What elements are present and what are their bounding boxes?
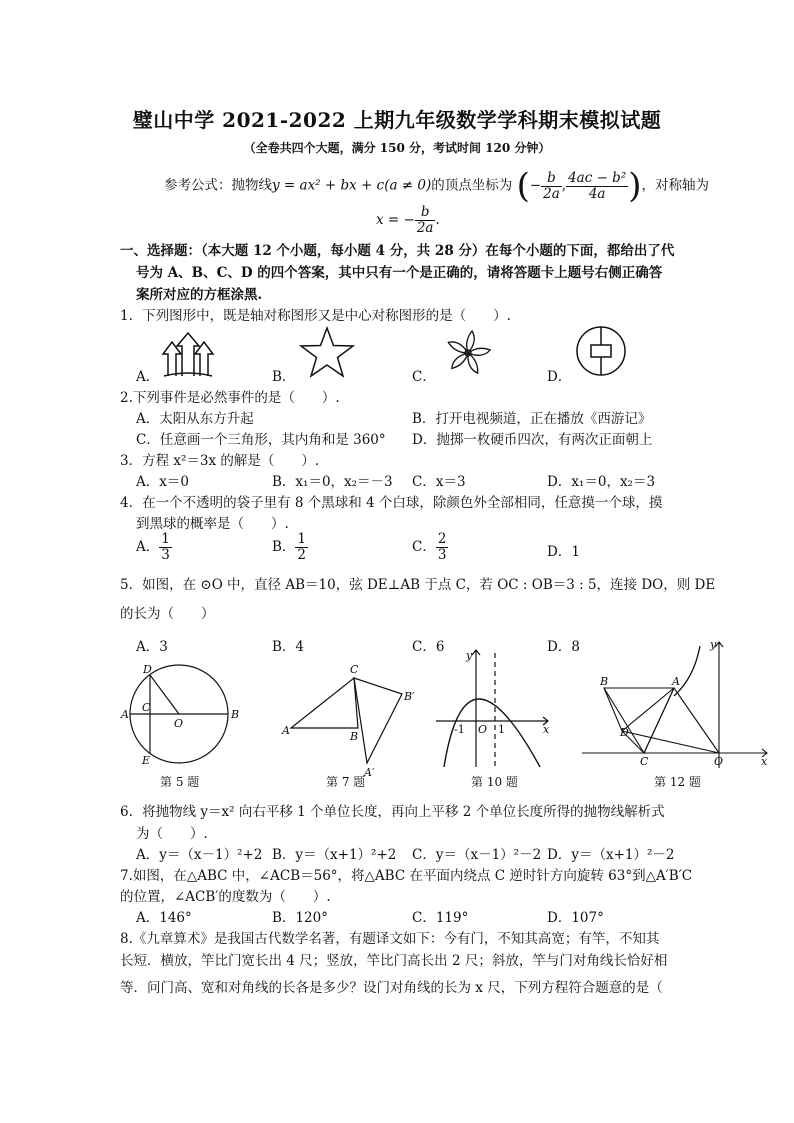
q4-option-d: D．1 bbox=[547, 544, 580, 560]
q6-option-a: A．y＝（x－1）²+2 bbox=[136, 847, 263, 863]
q2-option-a: A．太阳从东方升起 bbox=[136, 411, 254, 427]
q3-option-a: A．x＝0 bbox=[136, 474, 189, 490]
q8-line1: 8.《九章算术》是我国古代数学名著，有题译文如下：今有门，不知其高宽；有竿，不知其 bbox=[120, 931, 660, 947]
q1-coin-figure bbox=[574, 324, 628, 378]
q7-stem-line2: 的位置，∠ACB′的度数为（ ）. bbox=[120, 889, 331, 905]
axis-formula: x = − $\frac{b}{2a}$ . bbox=[376, 204, 440, 236]
formula-equation: y = ax² + bx + c(a ≠ 0) bbox=[272, 177, 432, 194]
fig10-caption: 第 10 题 bbox=[471, 775, 518, 789]
fig12-label-x: x bbox=[761, 755, 768, 768]
fig12-label-c: C bbox=[640, 755, 649, 768]
fig10-label-y: y bbox=[466, 649, 473, 662]
fig5-label-e: E bbox=[142, 754, 151, 767]
q1-option-c: C． bbox=[412, 369, 436, 385]
formula-axis-text: ，对称轴为 bbox=[641, 177, 709, 194]
fig5-label-a: A bbox=[121, 708, 129, 721]
q1-arrows-figure bbox=[160, 330, 220, 378]
section1-line1: 一、选择题：（本大题 12 个小题，每小题 4 分，共 28 分）在每个小题的下面，都给出了代 bbox=[120, 243, 675, 259]
q1-star-figure bbox=[298, 326, 356, 378]
q8-line3: 等．问门高、宽和对角线的长各是多少？设门对角线的长为 x 尺，下列方程符合题意的是（ bbox=[120, 980, 663, 996]
fig5-caption: 第 5 题 bbox=[160, 775, 200, 789]
q2-option-b: B．打开电视频道，正在播放《西游记》 bbox=[412, 411, 652, 427]
fig12-label-o: O bbox=[714, 755, 724, 768]
q7-option-a: A．146° bbox=[136, 910, 192, 926]
q4-option-b: B． $\frac{1}{2}$ bbox=[272, 531, 307, 563]
q4-option-c: C． $\frac{2}{3}$ bbox=[412, 531, 447, 563]
fig5-label-b: B bbox=[231, 708, 240, 721]
figure-10 bbox=[430, 645, 560, 770]
q6-option-d: D．y＝（x+1）²－2 bbox=[547, 847, 675, 863]
q2-option-d: D．抛掷一枚硬币四次，有两次正面朝上 bbox=[412, 432, 653, 448]
fig12-label-a: A bbox=[672, 675, 680, 688]
fig10-label-1: 1 bbox=[498, 723, 505, 736]
q5-option-c: C．6 bbox=[412, 639, 445, 655]
fig7-label-a: A bbox=[282, 724, 290, 737]
reference-formula: 参考公式：抛物线y = ax² + bx + c(a ≠ 0)的顶点坐标为 (− $\frac{b}{2a}$ , $\frac{\text{4ac − b²}}{4a}$ )，对称轴为 bbox=[164, 166, 709, 206]
q7-option-b: B．120° bbox=[272, 910, 328, 926]
q2-option-c: C．任意画一个三角形，其内角和是 360° bbox=[136, 432, 386, 448]
q7-stem-line1: 7.如图，在△ABC 中，∠ACB＝56°，将△ABC 在平面内绕点 C 逆时针方向旋转 63°到△A′B′C bbox=[120, 868, 693, 884]
fig10-label-o: O bbox=[478, 723, 488, 736]
q1-option-d: D． bbox=[547, 369, 572, 385]
figure-7 bbox=[280, 660, 420, 780]
fig12-label-d: D bbox=[620, 726, 629, 739]
fig12-caption: 第 12 题 bbox=[654, 775, 701, 789]
formula-mid: 的顶点坐标为 bbox=[431, 177, 513, 194]
q3-option-b: B．x₁＝0，x₂＝－3 bbox=[272, 474, 393, 490]
fig7-label-b-prime: B′ bbox=[404, 690, 415, 703]
figure-12 bbox=[582, 636, 772, 771]
section1-line2: 号为 A、B、C、D 的四个答案，其中只有一个是正确的，请将答题卡上题号右侧正确答 bbox=[136, 265, 663, 281]
q3-option-d: D．x₁＝0，x₂＝3 bbox=[547, 474, 656, 490]
q6-stem-line2: 为（ ）. bbox=[136, 826, 208, 842]
fig10-label-neg1: -1 bbox=[454, 723, 465, 736]
q5-stem-line2: 的长为（ ） bbox=[120, 606, 215, 622]
fig5-label-c: C bbox=[142, 701, 151, 714]
q1-option-b: B． bbox=[272, 369, 296, 385]
vertex-y-fraction: $\frac{\text{4ac − b²}}{4a}$ bbox=[568, 169, 627, 202]
q1-pinwheel-figure bbox=[440, 326, 496, 380]
fig7-label-c: C bbox=[350, 663, 359, 676]
q2-stem: 2.下列事件是必然事件的是（ ）. bbox=[120, 390, 340, 406]
q6-option-b: B．y＝（x+1）²+2 bbox=[272, 847, 397, 863]
q5-option-a: A．3 bbox=[136, 639, 168, 655]
vertex-x-fraction: $\frac{b}{2a}$ bbox=[543, 169, 560, 202]
fig5-label-d: D bbox=[143, 663, 152, 676]
q4-stem-line1: 4．在一个不透明的袋子里有 8 个黑球和 4 个白球，除颜色外全部相同，任意摸一个球，摸 bbox=[120, 495, 663, 511]
q6-stem-line1: 6．将抛物线 y＝x² 向右平移 1 个单位长度，再向上平移 2 个单位长度所得的抛物线解析式 bbox=[120, 804, 665, 820]
q1-stem: 1．下列图形中，既是轴对称图形又是中心对称图形的是（ ）. bbox=[120, 308, 511, 324]
q4-option-a: A． $\frac{1}{3}$ bbox=[136, 531, 170, 563]
q7-option-d: D．107° bbox=[547, 910, 604, 926]
page-title: 璧山中学 2021-2022 上期九年级数学学科期末模拟试题 bbox=[132, 108, 662, 132]
q7-option-c: C．119° bbox=[412, 910, 469, 926]
q5-option-d: D．8 bbox=[547, 639, 580, 655]
q8-line2: 长短．横放，竿比门宽长出 4 尺；竖放，竿比门高长出 2 尺；斜放，竿与门对角线长恰好相 bbox=[120, 953, 668, 969]
fig7-label-b: B bbox=[350, 730, 359, 743]
fig12-label-b: B bbox=[600, 675, 609, 688]
fig5-label-o: O bbox=[174, 717, 184, 730]
fig10-label-x: x bbox=[543, 723, 550, 736]
q5-option-b: B．4 bbox=[272, 639, 305, 655]
q4-stem-line2: 到黑球的概率是（ ）. bbox=[136, 516, 289, 532]
q3-stem: 3．方程 x²＝3x 的解是（ ）. bbox=[120, 453, 320, 469]
section1-line3: 案所对应的方框涂黑. bbox=[136, 287, 263, 303]
fig7-caption: 第 7 题 bbox=[326, 775, 366, 789]
q5-stem-line1: 5．如图，在 ⊙O 中，直径 AB＝10，弦 DE⊥AB 于点 C，若 OC : OB＝3 : 5，连接 DO，则 DE bbox=[120, 577, 716, 593]
q3-option-c: C．x＝3 bbox=[412, 474, 466, 490]
q1-option-a: A． bbox=[136, 369, 160, 385]
page-subtitle: （全卷共四个大题，满分 150 分，考试时间 120 分钟） bbox=[243, 141, 551, 155]
q6-option-c: C．y＝（x－1）²－2 bbox=[412, 847, 542, 863]
figure-5 bbox=[118, 658, 248, 768]
formula-prefix: 参考公式：抛物线 bbox=[164, 177, 272, 194]
fig7-label-a-prime: A′ bbox=[364, 766, 375, 779]
fig12-label-y: y bbox=[710, 638, 717, 651]
